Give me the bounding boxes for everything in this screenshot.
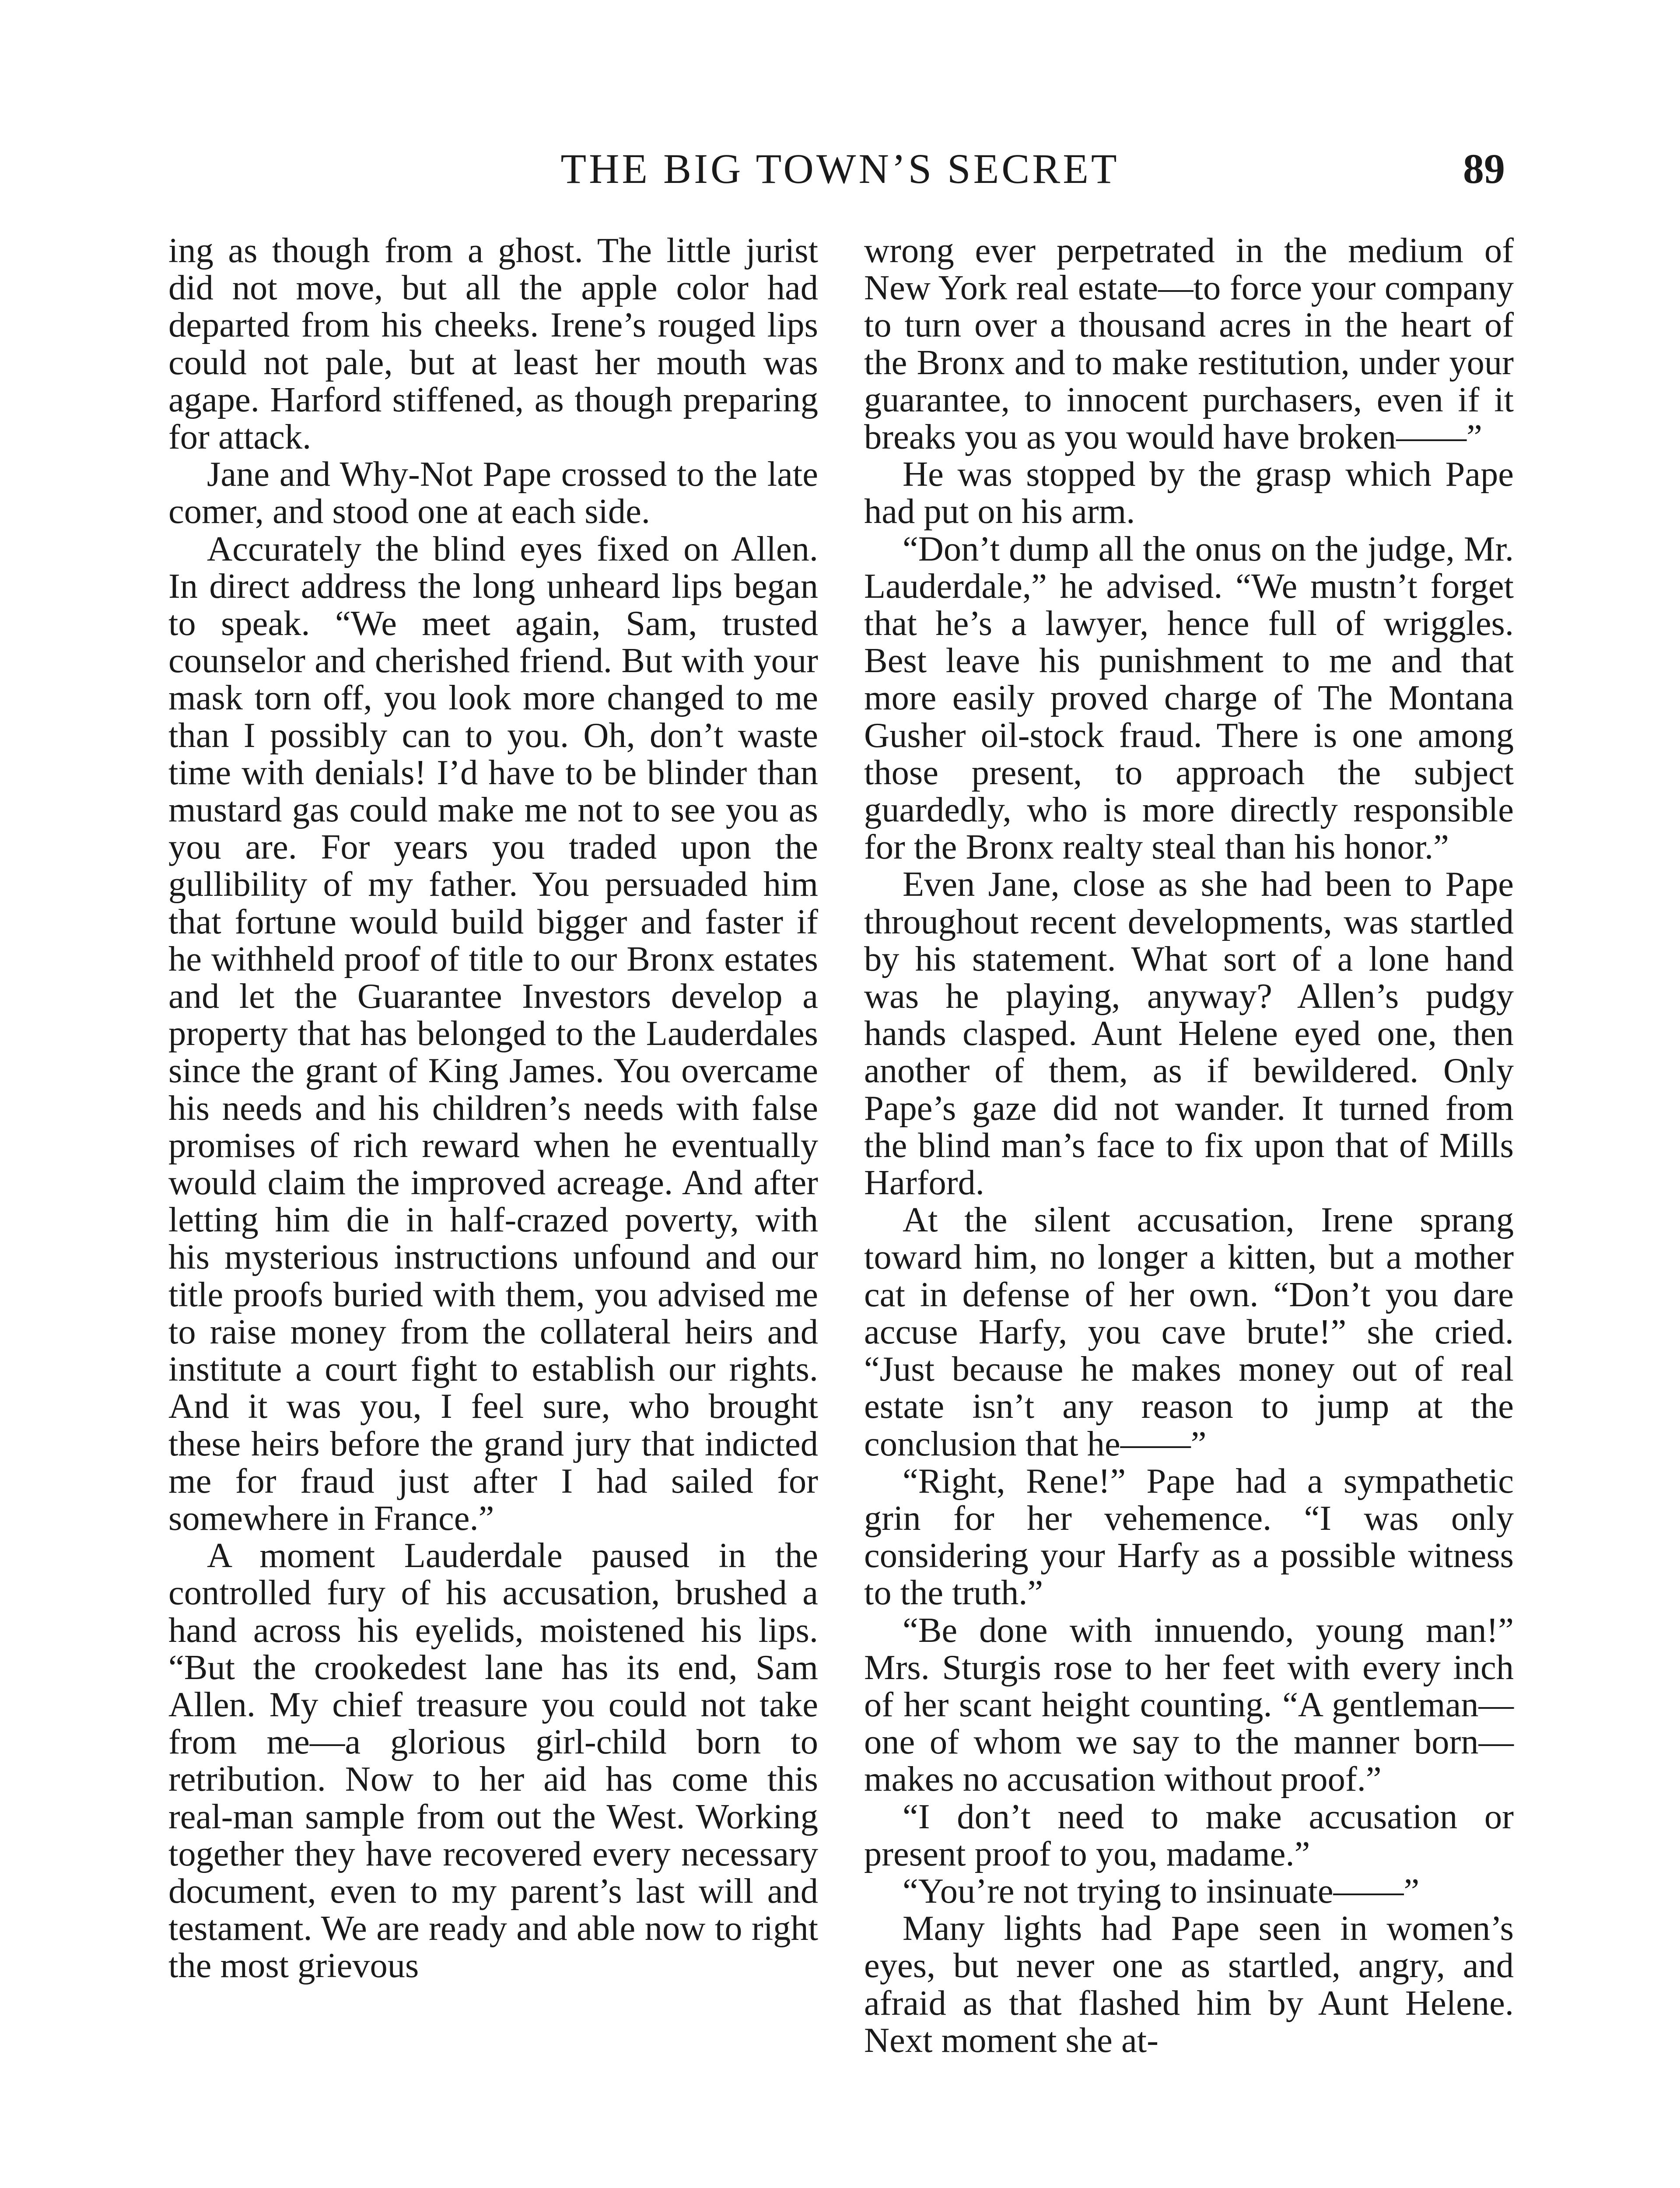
paragraph: Accurately the blind eyes fixed on Allen. In direct address the long unheard lips began to speak. “We meet again, Sam, trusted counselor and cherished friend. But with your mask torn off, you look more changed to me than I possibly can to you. Oh, don’t waste time with denials! I’d have to be blinder than mustard gas could make me not to see you as you are. For years you traded upon the gullibility of my father. You persuaded him that fortune would build bigger and faster if he withheld proof of title to our Bronx estates and let the Guarantee Investors develop a property that has belonged to the Lauderdales since the grant of King James. You overcame his needs and his children’s needs with false promises of rich reward when he eventually would claim the improved acreage. And after letting him die in half-crazed poverty, with his mysterious instructions unfound and our title proofs buried with them, you advised me to raise money from the collateral heirs and institute a court fight to establish our rights. And it was you, I feel sure, who brought these heirs before the grand jury that indicted me for fraud just after I had sailed for somewhere in France.” [168,529,818,1538]
paragraph: “I don’t need to make accusation or present proof to you, madame.” [864,1797,1514,1873]
right-column [864,232,1514,2059]
paragraph: Even Jane, close as she had been to Pape throughout recent developments, was startled by his statement. What sort of a lone hand was he playing, anyway? Allen’s pudgy hands clasped. Aunt Helene eyed one, then another of them, as if bewildered. Only Pape’s gaze did not wander. It turned from the blind man’s face to fix upon that of Mills Harford. [864,865,1514,1203]
paragraph: “You’re not trying to insinuate——” [903,1871,1420,1911]
paragraph: ing as though from a ghost. The little jurist did not move, but all the apple color had departed from his cheeks. Irene’s rouged lips could not pale, but at least her mouth was agape. Harford stiffened, as though preparing for attack. [168,231,818,457]
paragraph: wrong ever perpetrated in the medium of New York real estate—to force your company to turn over a thousand acres in the heart of the Bronx and to make restitution, under your guarantee, to innocent purchasers, even if it breaks you as you would have broken——” [864,231,1514,457]
paragraph: Many lights had Pape seen in women’s eyes, but never one as startled, angry, and afraid as that flashed him by Aunt Helene. Next moment she at- [864,1909,1514,2060]
paragraph: “Don’t dump all the onus on the judge, Mr. Lauderdale,” he advised. “We mustn’t forget that he’s a lawyer, hence full of wriggles. Best leave his punishment to me and that more easily proved charge of The Montana Gusher oil-stock fraud. There is one among those present, to approach the subject guardedly, who is more directly responsible for the Bronx realty steal than his honor.” [864,529,1514,867]
page-number: 89 [1463,145,1505,192]
paragraph: At the silent accusation, Irene sprang toward him, no longer a kitten, but a mother cat in defense of her own. “Don’t you dare accuse Harfy, you cave brute!” she cried. “Just because he makes money out of real estate isn’t any reason to jump at the conclusion that he——” [864,1200,1514,1463]
paragraph: “Be done with innuendo, young man!” Mrs. Sturgis rose to her feet with every inch of her scant height counting. “A gentleman—one of whom we say to the manner born—makes no accusation without proof.” [864,1610,1514,1799]
paragraph: He was stopped by the grasp which Pape had put on his arm. [864,455,1514,531]
paragraph: “Right, Rene!” Pape had a sympathetic grin for her vehemence. “I was only considering your Harfy as a possible witness to the truth.” [864,1461,1514,1613]
paragraph: Jane and Why-Not Pape crossed to the late comer, and stood one at each side. [168,455,818,531]
running-title: THE BIG TOWN’S SECRET [560,145,1120,192]
paragraph: A moment Lauderdale paused in the controlled fury of his accusation, brushed a hand across his eyelids, moistened his lips. “But the crookedest lane has its end, Sam Allen. My chief treasure you could not take from me—a glorious girl-child born to retribution. Now to her aid has come this real-man sample from out the West. Working together they have recovered every necessary document, even to my parent’s last will and testament. We are ready and able now to right the most grievous [168,1536,818,1985]
page-header [0,144,1680,206]
left-column [168,232,818,1985]
